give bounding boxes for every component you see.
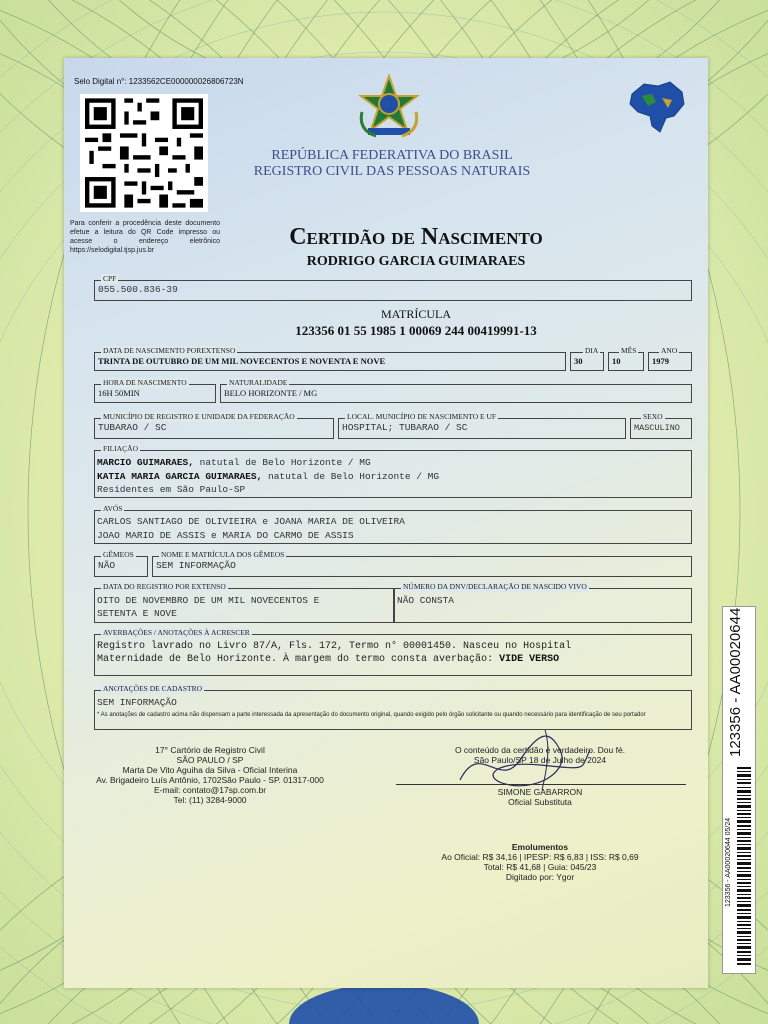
gemeos-value: NÃO: [98, 560, 116, 571]
local-field: [338, 412, 626, 439]
cartorio-l6: Tel: (11) 3284-9000: [173, 795, 247, 805]
side-code-small: 123356 - AA00020644 05/24: [725, 817, 732, 907]
birth-date-value: TRINTA DE OUTUBRO DE UM MIL NOVECENTOS E NOVENTA E NOVE: [98, 356, 386, 366]
selo-digital: Selo Digital n°: 1233562CE000000026806723N: [74, 77, 244, 86]
year-value: 1979: [652, 356, 669, 366]
cartorio-info: [90, 745, 330, 805]
averbacoes-line2: [97, 654, 559, 666]
avos-label: AVÓS: [103, 504, 123, 513]
signer-name: SIMONE GABARRON: [497, 787, 583, 797]
emolumentos-block: [400, 842, 680, 882]
avos-field: [94, 504, 692, 544]
gemeos-nome-value: SEM INFORMAÇÃO: [156, 560, 236, 571]
birth-time-field: [94, 378, 216, 403]
cartorio-l2: SÃO PAULO / SP: [176, 755, 244, 765]
cartorio-l5: E-mail: contato@17sp.com.br: [153, 785, 267, 795]
month-field: [608, 346, 644, 371]
brazil-coat-of-arms-icon: [354, 72, 424, 142]
dnv-field: [394, 582, 692, 623]
data-registro-line2: SETENTA E NOVE: [97, 608, 177, 619]
cartorio-l4: Av. Brigadeiro Luís Antônio, 1702São Paulo - SP. 01317-000: [96, 775, 324, 785]
pai-rest: natutal de Belo Horizonte / MG: [193, 457, 371, 468]
cpf-field: [94, 274, 692, 301]
dnv-value: NÃO CONSTA: [397, 595, 455, 606]
cadastro-note: * As anotações de cadastro acima não dispensam a parte interessada da apresentação do documento original, quando exigido pelo órgão solicitante ou quando necessário para identificação de seu portador: [97, 712, 646, 718]
municipio-field: [94, 412, 334, 439]
naturalidade-value: BELO HORIZONTE / MG: [224, 388, 318, 398]
qr-note: Para conferir a procedência deste documento efetue a leitura do QR Code impresso ou acesse o endereço eletrônico https://selodigital.tjsp.jus.br: [70, 220, 220, 254]
matricula-value: 123356 01 55 1985 1 00069 244 00419991-13: [295, 323, 537, 338]
cadastro-field: [94, 684, 692, 730]
registro-title: REGISTRO CIVIL DAS PESSOAS NATURAIS: [253, 164, 531, 179]
municipio-value: TUBARAO / SC: [98, 422, 167, 433]
filiacao-field: [94, 444, 692, 498]
local-label: LOCAL. MUNICÍPIO DE NASCIMENTO E UF: [347, 412, 497, 421]
day-label: DIA: [585, 346, 599, 355]
cadastro-label: ANOTAÇÕES DE CADASTRO: [103, 684, 202, 693]
signer-block: [400, 787, 680, 807]
cartorio-l1: 17° Cartório de Registro Civil: [155, 745, 265, 755]
gemeos-label: GÊMEOS: [103, 550, 134, 559]
filiacao-label: FILIAÇÃO: [103, 444, 138, 453]
barcode-icon: [737, 767, 751, 967]
pai-name: MARCIO GUIMARAES,: [97, 457, 194, 468]
mae-rest: natutal de Belo Horizonte / MG: [262, 471, 440, 482]
registrant-name: RODRIGO GARCIA GUIMARAES: [306, 254, 526, 269]
emolumentos-title: Emolumentos: [511, 842, 569, 852]
naturalidade-label: NATURALIDADE: [229, 378, 288, 387]
year-label: ANO: [661, 346, 678, 355]
emolumentos-l1: Ao Oficial: R$ 34,16 | IPESP: R$ 6,83 | ISS: R$ 0,69: [441, 852, 639, 862]
gemeos-nome-field: [152, 550, 692, 577]
birth-date-label: DATA DE NASCIMENTO POREXTENSO: [103, 346, 236, 355]
filiacao-residencia: Residentes em São Paulo-SP: [97, 484, 246, 495]
data-registro-label: DATA DO REGISTRO POR EXTENSO: [103, 582, 226, 591]
side-code: 123356 - AA00020644: [727, 607, 744, 757]
emolumentos-l2: Total: R$ 41,68 | Guia: 045/23: [483, 862, 597, 872]
data-registro-field: [94, 582, 394, 623]
year-field: [648, 346, 692, 371]
local-value: HOSPITAL; TUBARAO / SC: [342, 422, 468, 433]
cartorio-l3: Marta De Vito Aguiha da Silva - Oficial Interina: [122, 765, 298, 775]
gemeos-field: [94, 550, 148, 577]
document-title: Certidão de Nascimento: [289, 224, 543, 250]
avos-line2: JOAO MARIO DE ASSIS e MARIA DO CARMO DE ASSIS: [97, 530, 354, 541]
averbacoes-line1: Registro lavrado no Livro 87/A, Fls. 172, Termo n° 00001450. Nasceu no Hospital: [97, 641, 572, 652]
matricula-label: MATRÍCULA: [380, 307, 451, 321]
brazil-map-icon: [622, 76, 688, 136]
emolumentos-l3: Digitado por: Ygor: [505, 872, 575, 882]
birth-time-value: 16H 50MIN: [98, 388, 140, 398]
birth-date-field: [94, 346, 566, 371]
signature-line: [396, 784, 686, 785]
vide-verso: VIDE VERSO: [499, 654, 560, 665]
qr-code: [80, 94, 208, 212]
republica-title: REPÚBLICA FEDERATIVA DO BRASIL: [271, 148, 513, 163]
fe-l1: O conteúdo da certidão é verdadeiro. Dou fé.: [454, 745, 626, 755]
filiacao-mae: [97, 471, 439, 483]
cpf-value: 055.500.836-39: [98, 284, 178, 295]
avos-line1: CARLOS SANTIAGO DE OLIVIEIRA e JOANA MARIA DE OLIVEIRA: [97, 516, 405, 527]
averbacoes-line2-text: Maternidade de Belo Horizonte. À margem do termo consta averbação:: [97, 654, 500, 665]
barcode-strip: [722, 606, 756, 974]
gemeos-nome-label: NOME E MATRÍCULA DOS GÊMEOS: [161, 550, 285, 559]
month-value: 10: [612, 356, 621, 366]
filiacao-pai: [97, 457, 371, 469]
sexo-field: [630, 412, 692, 439]
birth-time-label: HORA DE NASCIMENTO: [103, 378, 187, 387]
dnv-label: NÚMERO DA DNV/DECLARAÇÃO DE NASCIDO VIVO: [403, 582, 587, 591]
day-field: [570, 346, 604, 371]
month-label: MÊS: [621, 346, 637, 355]
averbacoes-label: AVERBAÇÕES / ANOTAÇÕES À ACRESCER: [103, 628, 250, 637]
data-registro-line1: OITO DE NOVEMBRO DE UM MIL NOVECENTOS E: [97, 595, 320, 606]
municipio-label: MUNICÍPIO DE REGISTRO E UNIDADE DA FEDERAÇÃO: [103, 412, 295, 421]
signer-role: Oficial Substituta: [508, 797, 572, 807]
day-value: 30: [574, 356, 583, 366]
cpf-label: CPF: [103, 274, 117, 283]
sexo-label: SEXO: [643, 412, 663, 421]
sexo-value: MASCULINO: [634, 423, 680, 433]
cadastro-value: SEM INFORMAÇÃO: [97, 697, 177, 708]
fe-l2: São Paulo/SP 18 de Julho de 2024: [473, 755, 607, 765]
mae-name: KATIA MARIA GARCIA GUIMARAES,: [97, 471, 263, 482]
averbacoes-field: [94, 628, 692, 676]
republica-header: [232, 148, 552, 180]
naturalidade-field: [220, 378, 692, 403]
